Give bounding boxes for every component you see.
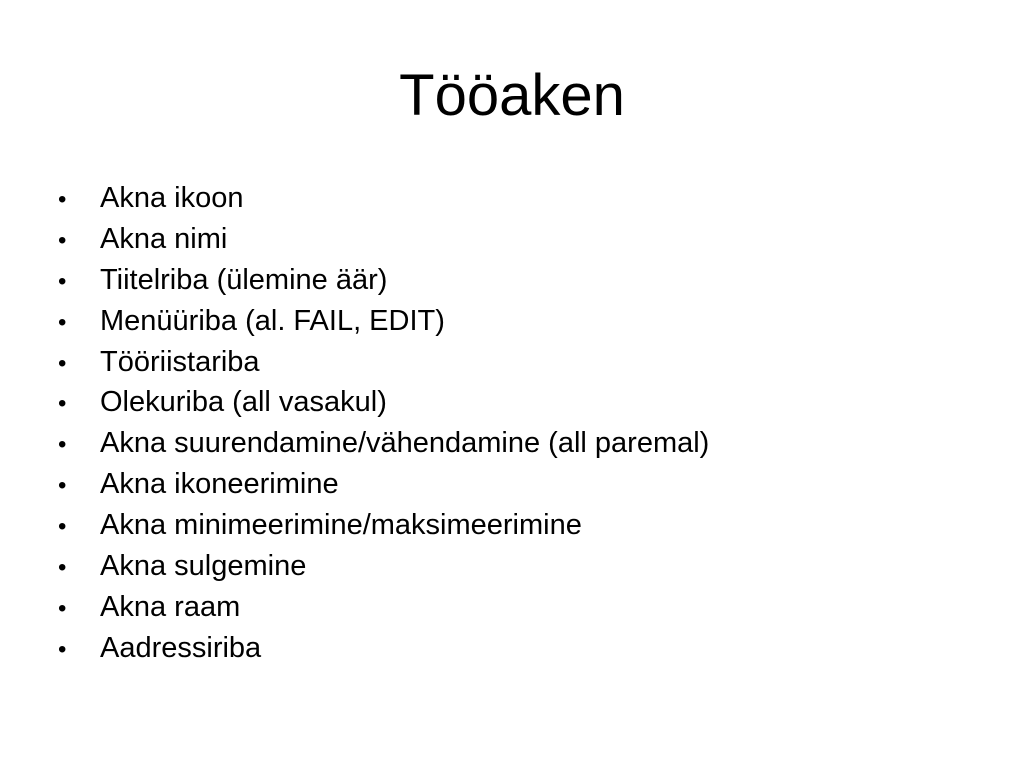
list-item <box>58 505 709 546</box>
bullet-icon: • <box>58 349 67 377</box>
list-item <box>58 628 709 669</box>
list-item-text: Akna suurendamine/vähendamine (all paremal) <box>100 427 710 460</box>
list-item-text: Aadressiriba <box>100 631 262 664</box>
list-item-text: Akna raam <box>100 590 241 623</box>
bullet-icon: • <box>58 226 67 254</box>
bullet-icon: • <box>58 594 67 622</box>
bullet-icon: • <box>58 308 67 336</box>
list-item <box>58 464 709 505</box>
bullet-icon: • <box>58 267 67 295</box>
bullet-icon: • <box>58 472 67 500</box>
list-item <box>58 342 709 383</box>
list-item <box>58 587 709 628</box>
list-item-text: Akna sulgemine <box>100 550 307 583</box>
bullet-list <box>58 178 709 669</box>
list-item-text: Akna ikoneerimine <box>100 468 339 501</box>
list-item-text: Akna nimi <box>100 222 228 255</box>
bullet-icon: • <box>58 186 67 213</box>
list-item <box>58 219 709 260</box>
list-item-text: Olekuriba (all vasakul) <box>100 386 387 419</box>
list-item-text: Akna ikoon <box>100 182 244 214</box>
list-item <box>58 546 709 587</box>
list-item <box>58 301 709 342</box>
bullet-icon: • <box>58 635 67 663</box>
list-item-text: Tööriistariba <box>100 345 260 378</box>
list-item <box>58 382 709 423</box>
slide-title: Tööaken <box>399 63 625 128</box>
bullet-icon: • <box>58 554 67 582</box>
bullet-icon: • <box>58 513 67 541</box>
list-item <box>58 423 709 464</box>
bullet-icon: • <box>58 431 67 459</box>
list-item <box>58 260 709 301</box>
list-item-text: Tiitelriba (ülemine äär) <box>100 263 388 296</box>
list-item-text: Akna minimeerimine/maksimeerimine <box>100 509 582 542</box>
list-item-text: Menüüriba (al. FAIL, EDIT) <box>100 304 445 337</box>
list-item <box>58 178 709 219</box>
bullet-icon: • <box>58 390 67 418</box>
